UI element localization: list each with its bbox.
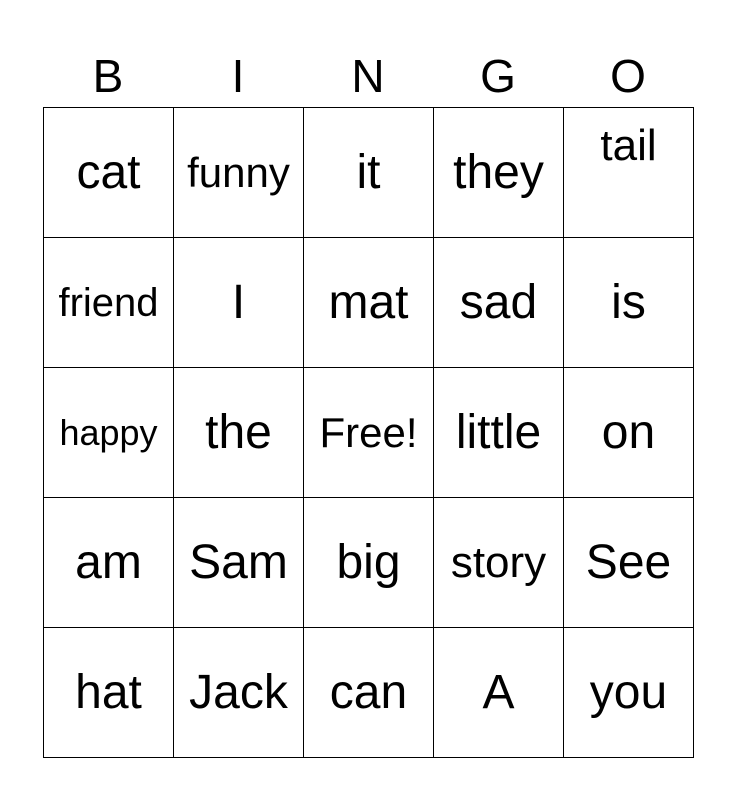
bingo-cell: story [434,498,564,628]
bingo-cell: happy [44,368,174,498]
header-letter-n: N [351,49,385,102]
bingo-cell: is [564,238,694,368]
header-letter-o: O [610,49,646,102]
bingo-cell: tail [564,108,694,238]
bingo-cell: Sam [174,498,304,628]
free-space-cell: Free! [304,368,434,498]
bingo-cell: little [434,368,564,498]
bingo-cell: A [434,628,564,758]
bingo-cell: big [304,498,434,628]
header-letter-g: G [480,49,516,102]
bingo-cell: See [564,498,694,628]
bingo-cell: am [44,498,174,628]
bingo-cell: sad [434,238,564,368]
bingo-cell: friend [44,238,174,368]
bingo-cell: it [304,108,434,238]
bingo-header [43,40,693,107]
bingo-cell: on [564,368,694,498]
bingo-cell: Jack [174,628,304,758]
bingo-cell: the [174,368,304,498]
bingo-grid [43,107,694,758]
bingo-cell: they [434,108,564,238]
bingo-cell: I [174,238,304,368]
bingo-cell: cat [44,108,174,238]
bingo-cell: hat [44,628,174,758]
bingo-cell: can [304,628,434,758]
bingo-cell: mat [304,238,434,368]
bingo-cell: funny [174,108,304,238]
header-letter-b: B [92,49,124,102]
bingo-card [43,40,693,758]
header-letter-i: I [231,49,245,102]
bingo-cell: you [564,628,694,758]
